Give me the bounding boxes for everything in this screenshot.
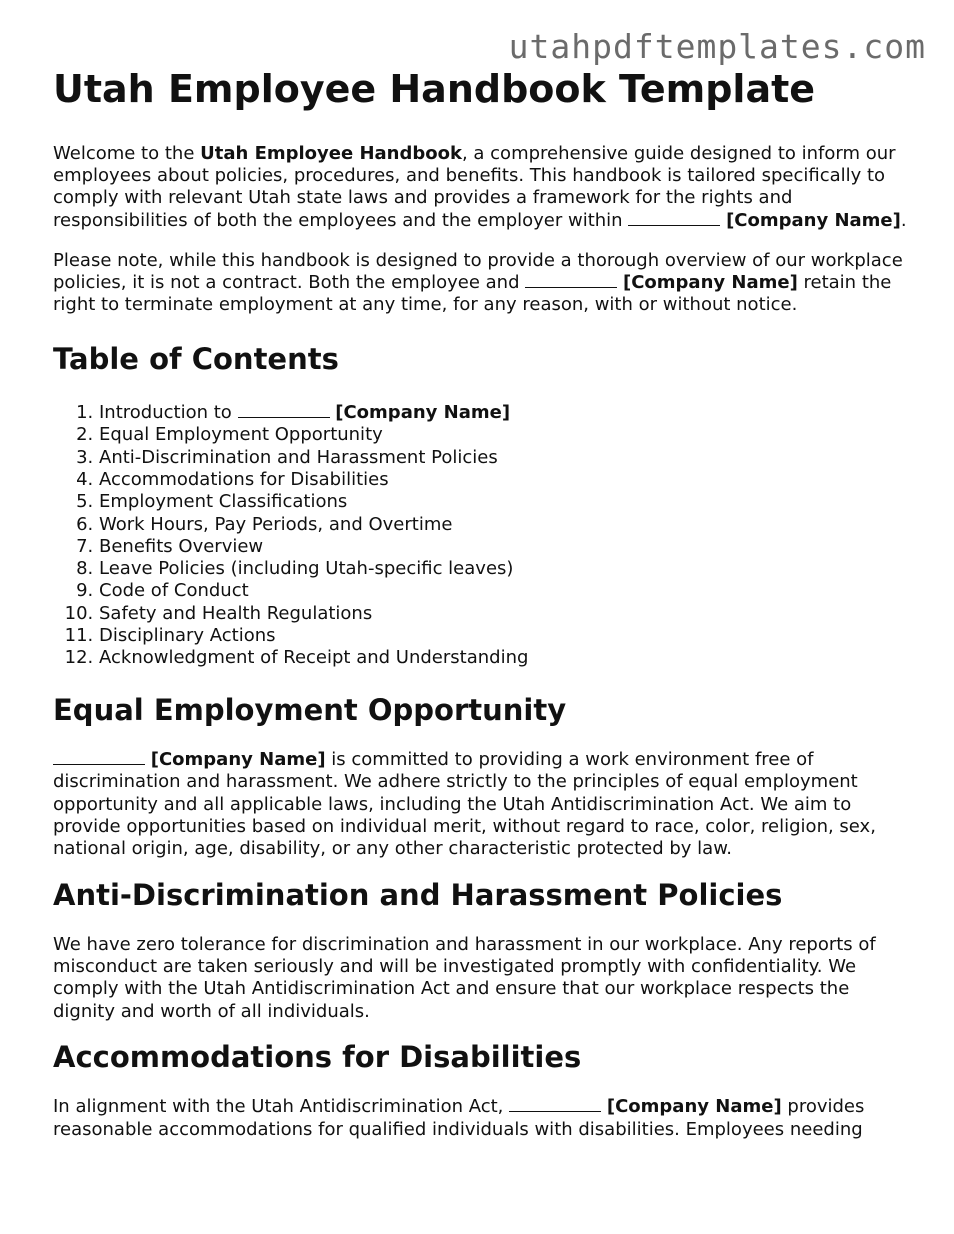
handbook-name: Utah Employee Handbook [200,142,462,164]
toc-item: 2. Equal Employment Opportunity [99,424,915,446]
eeo-text: is committed to providing a work environment free of discrimination and harassment. We adhere strictly to the principles of equal employment opportunity and all applicable laws, including the Utah Antidiscrimination Act. We aim to provide opportunities based on individual merit, without regard to race, color, religion, sex, national origin, age, disability, or any other characteristic protected by law. [53,749,876,860]
intro-text: , a comprehensive guide designed to inform our employees about policies, procedures, and benefits. This handbook is tailored specifically to comply with relevant Utah state laws and provides a framework for the rights and responsibilities of both the employees and the employer within [53,142,896,231]
company-placeholder: [Company Name] [606,1096,782,1118]
toc-item: 3. Anti-Discrimination and Harassment Policies [99,447,915,469]
company-name-blank[interactable] [53,750,145,765]
harassment-heading: Anti-Discrimination and Harassment Policies [53,877,783,912]
toc-item: 11. Disciplinary Actions [99,625,915,647]
intro-text: Please note, while this handbook is designed to provide a thorough overview of our workplace policies, it is not a contract. Both the employee and [53,249,903,294]
disabilities-heading: Accommodations for Disabilities [53,1040,582,1075]
intro-text: . [900,209,907,231]
eeo-paragraph [53,749,915,860]
table-of-contents [53,402,915,670]
intro-paragraph-2 [53,250,915,317]
disabilities-text: In alignment with the Utah Antidiscrimination Act, [53,1096,510,1118]
company-placeholder: [Company Name] [150,749,326,771]
company-name-blank[interactable] [628,211,720,226]
toc-heading: Table of Contents [53,341,339,376]
toc-item: 6. Work Hours, Pay Periods, and Overtime [99,514,915,536]
toc-item: 10. Safety and Health Regulations [99,603,915,625]
toc-item-text: Introduction to [99,402,238,424]
company-placeholder: [Company Name] [622,272,798,294]
intro-paragraph-1 [53,143,915,232]
intro-text: Welcome to the [53,142,201,164]
eeo-heading: Equal Employment Opportunity [53,692,567,727]
toc-item [99,402,915,424]
company-name-blank[interactable] [525,273,617,288]
document-body [53,68,915,1159]
toc-item: 4. Accommodations for Disabilities [99,469,915,491]
company-placeholder: [Company Name] [335,402,511,424]
toc-item: 8. Leave Policies (including Utah-specific leaves) [99,558,915,580]
disabilities-text: provides reasonable accommodations for qualified individuals with disabilities. Employees needing [53,1096,865,1140]
disabilities-paragraph [53,1096,915,1141]
harassment-paragraph: We have zero tolerance for discrimination and harassment in our workplace. Any reports of misconduct are taken seriously and will be investigated promptly with confidentiality. We comply with the Utah Antidiscrimination Act and ensure that our workplace respects the dignity and worth of all individuals. [53,933,876,1022]
company-name-blank[interactable] [238,403,330,418]
toc-item: 5. Employment Classifications [99,491,915,513]
company-name-blank[interactable] [509,1097,601,1112]
toc-item: 7. Benefits Overview [99,536,915,558]
watermark: utahpdftemplates.com [508,27,926,66]
toc-item: 9. Code of Conduct [99,580,915,602]
company-placeholder: [Company Name] [726,209,901,231]
toc-item: 12. Acknowledgment of Receipt and Understanding [99,647,915,669]
document-title: Utah Employee Handbook Template [53,67,816,111]
intro-text: retain the right to terminate employment at any time, for any reason, with or without notice. [53,272,892,316]
